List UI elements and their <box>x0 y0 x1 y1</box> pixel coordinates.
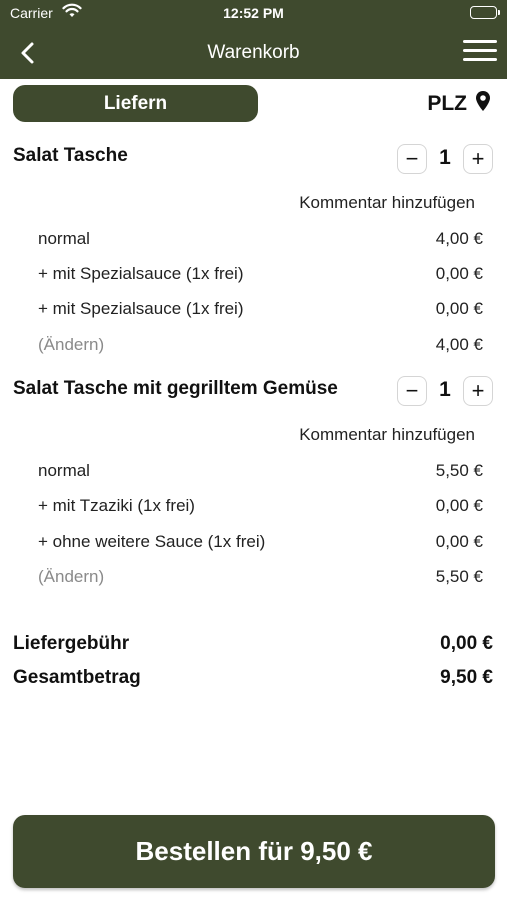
quantity-stepper <box>397 376 493 406</box>
item-subtotal: 4,00 € <box>435 335 483 354</box>
add-comment-link[interactable]: Kommentar hinzufügen <box>299 193 475 212</box>
item-option-row <box>38 229 483 251</box>
edit-item-link[interactable]: (Ändern) <box>38 567 105 586</box>
delivery-fee-label: Liefergebühr <box>13 633 130 654</box>
item-option-row <box>38 264 483 286</box>
option-label: normal <box>38 229 90 248</box>
option-label: + mit Tzaziki (1x frei) <box>38 496 195 515</box>
total-label: Gesamtbetrag <box>13 667 141 688</box>
plz-selector[interactable] <box>427 90 491 118</box>
page-title: Warenkorb <box>207 42 300 63</box>
total-row <box>13 667 493 691</box>
option-price: 0,00 € <box>435 496 483 515</box>
option-label: + ohne weitere Sauce (1x frei) <box>38 532 266 551</box>
increase-quantity-button[interactable]: + <box>463 144 493 174</box>
delivery-mode-button[interactable]: Liefern <box>13 85 258 122</box>
cart-item-title: Salat Tasche mit gegrilltem Gemüse <box>13 378 338 399</box>
clock: 12:52 PM <box>223 5 284 21</box>
cart-item-title: Salat Tasche <box>13 145 128 166</box>
option-price: 4,00 € <box>435 229 483 248</box>
plz-label: PLZ <box>427 92 467 115</box>
decrease-quantity-button[interactable]: − <box>397 376 427 406</box>
item-subtotal: 5,50 € <box>435 567 483 586</box>
item-option-row <box>38 532 483 554</box>
option-price: 0,00 € <box>435 299 483 318</box>
quantity-value: 1 <box>439 146 451 169</box>
item-option-row <box>38 496 483 518</box>
status-bar <box>0 0 507 26</box>
option-label: normal <box>38 461 90 480</box>
option-price: 5,50 € <box>435 461 483 480</box>
option-price: 0,00 € <box>435 264 483 283</box>
delivery-fee-value: 0,00 € <box>440 633 493 654</box>
decrease-quantity-button[interactable]: − <box>397 144 427 174</box>
item-subtotal-row <box>38 335 483 357</box>
edit-item-link[interactable]: (Ändern) <box>38 335 105 354</box>
add-comment-link[interactable]: Kommentar hinzufügen <box>299 425 475 444</box>
option-label: + mit Spezialsauce (1x frei) <box>38 264 244 283</box>
nav-bar <box>0 26 507 79</box>
delivery-fee-row <box>13 633 493 657</box>
battery-icon <box>470 6 497 19</box>
total-value: 9,50 € <box>440 667 493 688</box>
item-option-row <box>38 299 483 321</box>
quantity-value: 1 <box>439 378 451 401</box>
option-price: 0,00 € <box>435 532 483 551</box>
place-order-button[interactable]: Bestellen für 9,50 € <box>13 815 495 888</box>
item-option-row <box>38 461 483 483</box>
quantity-stepper <box>397 144 493 174</box>
item-subtotal-row <box>38 567 483 589</box>
map-pin-icon <box>475 90 491 118</box>
hamburger-menu-icon[interactable] <box>463 40 497 66</box>
option-label: + mit Spezialsauce (1x frei) <box>38 299 244 318</box>
carrier-label: Carrier <box>10 5 53 21</box>
increase-quantity-button[interactable]: + <box>463 376 493 406</box>
